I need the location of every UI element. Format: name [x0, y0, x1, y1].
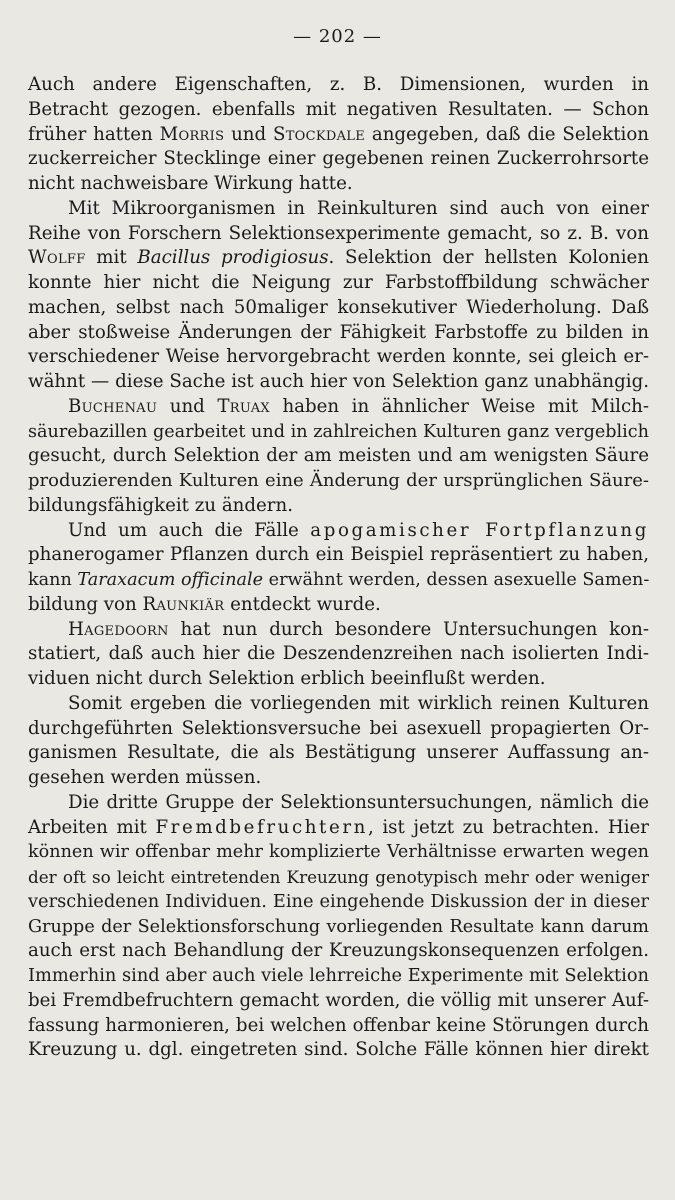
text-line: Die dritte Gruppe der Selektionsuntersuchungen, nämlich die — [68, 791, 649, 813]
text-line: wähnt — diese Sache ist auch hier von Selektion ganz unabhängig. — [28, 371, 649, 392]
text-line: früher hatten Morris und Stockdale angegeben, daß die Selektion — [28, 123, 649, 145]
text-line: können wir offenbar mehr komplizierte Verhältnisse erwarten wegen — [28, 842, 649, 863]
text-line: phanerogamer Pflanzen durch ein Beispiel repräsentiert zu haben, — [28, 544, 649, 566]
author-name: Raunkiär — [142, 593, 225, 615]
text-line: durchgeführten Selektionsversuche bei asexuell propagierten Or- — [28, 717, 649, 739]
text-line: bildung von Raunkiär entdeckt wurde. — [28, 593, 381, 615]
text-line: Gruppe der Selektionsforschung vorliegenden Resultate kann darum — [28, 916, 649, 937]
text-line: bildungsfähigkeit zu ändern. — [28, 494, 293, 516]
text-line: Auch andere Eigenschaften, z. B. Dimensionen, wurden in — [28, 74, 649, 95]
text-line: Wolff mit Bacillus prodigiosus. Selektion der hellsten Kolonien — [28, 247, 650, 269]
text-line: Hagedoorn hat nun durch besondere Untersuchungen kon- — [68, 618, 649, 640]
species-name: Bacillus prodigiosus — [137, 247, 329, 269]
author-name: Stockdale — [272, 123, 366, 145]
text-line: Somit ergeben die vorliegenden mit wirklich reinen Kulturen — [68, 692, 649, 714]
text-line: kann Taraxacum officinale erwähnt werden, dessen asexuelle Samen- — [28, 570, 650, 590]
text-line: säurebazillen gearbeitet und in zahlreichen Kulturen ganz vergeblich — [28, 421, 649, 442]
text-line: Mit Mikroorganismen in Reinkulturen sind auch von einer — [68, 197, 649, 219]
text-line: ganismen Resultate, die als Bestätigung unserer Auffassung an- — [28, 742, 649, 764]
text-line: machen, selbst nach 50maliger konsekutiver Wiederholung. Daß — [28, 296, 649, 318]
text-line: bei Fremdbefruchtern gemacht worden, die völlig mit unserer Auf- — [28, 989, 649, 1011]
text-line: verschiedenen Individuen. Eine eingehende Diskussion der in dieser — [28, 890, 649, 912]
text-line: Reihe von Forschern Selektionsexperimente gemacht, so z. B. von — [28, 222, 649, 244]
spaced-term: apogamischer Fortpflanzung — [310, 519, 649, 541]
text-line: verschiedener Weise hervorgebracht werden konnte, sei gleich er- — [28, 346, 649, 368]
text-line: Betracht gezogen. ebenfalls mit negativen Resultaten. — Schon — [28, 98, 649, 120]
text-line: Arbeiten mit Fremdbefruchtern, ist jetzt zu betrachten. Hier — [28, 816, 649, 838]
author-name: Hagedoorn — [68, 618, 169, 640]
author-name: Morris — [159, 123, 225, 145]
text-line: konnte hier nicht die Neigung zur Farbstoffbildung schwächer — [28, 272, 649, 293]
page-number: — 202 — — [293, 26, 382, 47]
text-line: Immerhin sind aber auch viele lehrreiche Experimente mit Selektion — [28, 965, 649, 986]
author-name: Truax — [217, 395, 270, 417]
text-line: gesehen werden müssen. — [28, 767, 262, 788]
text-line: aber stoßweise Änderungen der Fähigkeit Farbstoffe zu bilden in — [28, 321, 649, 343]
text-line: fassung harmonieren, bei welchen offenbar keine Störungen durch — [28, 1014, 649, 1036]
author-name: Buchenau — [68, 395, 158, 417]
text-line: auch erst nach Behandlung der Kreuzungskonsequenzen erfolgen. — [28, 940, 649, 962]
text-line: Buchenau und Truax haben in ähnlicher Weise mit Milch- — [68, 395, 649, 417]
text-line: gesucht, durch Selektion der am meisten und am wenigsten Säure — [28, 445, 649, 467]
text-line: Kreuzung u. dgl. eingetreten sind. Solche Fälle können hier direkt — [28, 1039, 649, 1061]
spaced-term: Fremdbefruchtern — [155, 816, 368, 838]
text-line: produzierenden Kulturen eine Änderung der ursprünglichen Säure- — [28, 470, 649, 491]
text-line: zuckerreicher Stecklinge einer gegebenen reinen Zuckerrohrsorte — [28, 148, 649, 170]
species-name: Taraxacum officinale — [77, 570, 264, 590]
text-line: statiert, daß auch hier die Deszendenzreihen nach isolierten Indi- — [28, 643, 649, 665]
body-text — [28, 73, 649, 1063]
author-name: Wolff — [28, 247, 86, 269]
text-line: der oft so leicht eintretenden Kreuzung genotypisch mehr oder weniger — [28, 867, 649, 887]
text-line: Und um auch die Fälle apogamischer Fortpflanzung — [68, 519, 649, 541]
text-line: nicht nachweisbare Wirkung hatte. — [28, 173, 353, 194]
text-line: viduen nicht durch Selektion erblich beeinflußt werden. — [28, 668, 546, 689]
